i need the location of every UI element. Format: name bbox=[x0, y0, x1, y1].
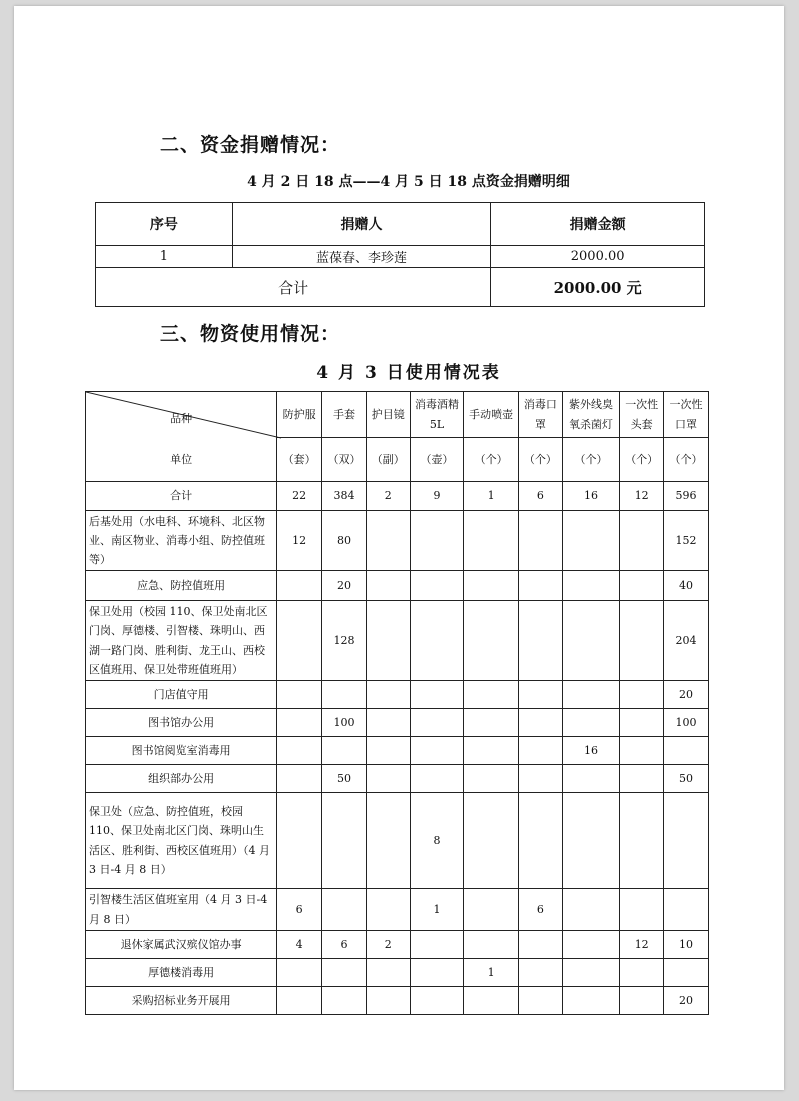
usage-cell bbox=[277, 737, 322, 765]
donation-row bbox=[96, 246, 705, 268]
header-donor: 捐赠人 bbox=[232, 203, 491, 246]
usage-cell bbox=[518, 931, 562, 959]
usage-cell bbox=[464, 987, 519, 1015]
usage-cell: 20 bbox=[322, 571, 367, 601]
donation-header-row bbox=[96, 203, 705, 246]
usage-row-label: 引智楼生活区值班室用（4 月 3 日-4 月 8 日） bbox=[86, 889, 277, 931]
usage-cell bbox=[410, 737, 464, 765]
usage-cell: 596 bbox=[664, 482, 709, 511]
usage-cell bbox=[464, 793, 519, 889]
usage-cell: 10 bbox=[664, 931, 709, 959]
item-header: 消毒酒精5L bbox=[410, 392, 464, 438]
usage-cell bbox=[410, 601, 464, 681]
usage-cell: 22 bbox=[277, 482, 322, 511]
item-header: 防护服 bbox=[277, 392, 322, 438]
usage-cell bbox=[277, 987, 322, 1015]
usage-cell bbox=[664, 889, 709, 931]
usage-cell bbox=[562, 765, 620, 793]
usage-cell bbox=[562, 793, 620, 889]
usage-cell bbox=[322, 737, 367, 765]
usage-row-label: 组织部办公用 bbox=[86, 765, 277, 793]
usage-cell bbox=[562, 681, 620, 709]
usage-cell: 6 bbox=[518, 482, 562, 511]
usage-cell bbox=[518, 571, 562, 601]
usage-cell bbox=[620, 571, 664, 601]
usage-cell: 16 bbox=[562, 482, 620, 511]
usage-cell bbox=[518, 511, 562, 571]
usage-cell bbox=[410, 571, 464, 601]
usage-data-row bbox=[86, 793, 709, 889]
usage-row-label: 图书馆阅览室消毒用 bbox=[86, 737, 277, 765]
usage-cell bbox=[277, 571, 322, 601]
usage-cell bbox=[620, 681, 664, 709]
usage-cell bbox=[366, 765, 410, 793]
usage-cell: 50 bbox=[322, 765, 367, 793]
usage-data-row bbox=[86, 987, 709, 1015]
unit-header: （壶） bbox=[410, 438, 464, 482]
usage-cell: 2 bbox=[366, 931, 410, 959]
usage-cell bbox=[562, 987, 620, 1015]
usage-cell bbox=[322, 987, 367, 1015]
usage-cell bbox=[366, 511, 410, 571]
usage-cell: 40 bbox=[664, 571, 709, 601]
usage-cell: 204 bbox=[664, 601, 709, 681]
usage-corner-cell bbox=[86, 392, 277, 482]
usage-cell bbox=[464, 737, 519, 765]
usage-data-row bbox=[86, 737, 709, 765]
usage-cell bbox=[518, 793, 562, 889]
usage-cell bbox=[410, 511, 464, 571]
usage-cell: 16 bbox=[562, 737, 620, 765]
usage-cell bbox=[410, 765, 464, 793]
unit-header: （双） bbox=[322, 438, 367, 482]
corner-label-item: 品种 bbox=[170, 412, 193, 425]
usage-cell bbox=[518, 959, 562, 987]
usage-cell bbox=[366, 793, 410, 889]
donation-total-label: 合计 bbox=[96, 268, 491, 307]
header-no: 序号 bbox=[96, 203, 233, 246]
usage-row-label: 门店值守用 bbox=[86, 681, 277, 709]
usage-cell bbox=[464, 681, 519, 709]
usage-cell: 6 bbox=[277, 889, 322, 931]
header-amount: 捐赠金额 bbox=[491, 203, 705, 246]
usage-cell bbox=[410, 987, 464, 1015]
usage-cell bbox=[620, 959, 664, 987]
donation-table bbox=[95, 202, 705, 307]
usage-cell bbox=[277, 793, 322, 889]
usage-cell bbox=[620, 793, 664, 889]
usage-cell: 80 bbox=[322, 511, 367, 571]
usage-cell bbox=[464, 601, 519, 681]
usage-cell bbox=[464, 571, 519, 601]
usage-cell bbox=[562, 931, 620, 959]
unit-header: （套） bbox=[277, 438, 322, 482]
item-header: 消毒口罩 bbox=[518, 392, 562, 438]
usage-cell bbox=[366, 737, 410, 765]
usage-cell: 1 bbox=[464, 959, 519, 987]
usage-cell bbox=[366, 709, 410, 737]
usage-cell bbox=[322, 889, 367, 931]
usage-cell bbox=[366, 571, 410, 601]
usage-data-row bbox=[86, 571, 709, 601]
donation-no: 1 bbox=[96, 246, 233, 268]
usage-cell bbox=[620, 709, 664, 737]
item-header: 一次性口罩 bbox=[664, 392, 709, 438]
usage-cell: 4 bbox=[277, 931, 322, 959]
document-page bbox=[14, 6, 784, 1090]
usage-cell: 152 bbox=[664, 511, 709, 571]
usage-cell bbox=[277, 709, 322, 737]
usage-cell: 128 bbox=[322, 601, 367, 681]
usage-cell: 2 bbox=[366, 482, 410, 511]
unit-header: （个） bbox=[620, 438, 664, 482]
item-header: 手动喷壶 bbox=[464, 392, 519, 438]
usage-table bbox=[85, 391, 709, 1015]
usage-cell bbox=[277, 681, 322, 709]
item-header: 手套 bbox=[322, 392, 367, 438]
usage-cell: 50 bbox=[664, 765, 709, 793]
usage-data-row bbox=[86, 511, 709, 571]
usage-item-row bbox=[86, 392, 709, 438]
usage-cell bbox=[410, 709, 464, 737]
usage-row-label: 保卫处（应急、防控值班，校园 110、保卫处南北区门岗、珠明山生活区、胜利街、西校区值班用）（4 月 3 日-4 月 8 日） bbox=[86, 793, 277, 889]
usage-data-row bbox=[86, 709, 709, 737]
usage-cell bbox=[410, 681, 464, 709]
usage-cell bbox=[620, 987, 664, 1015]
donation-amount: 2000.00 bbox=[491, 246, 705, 268]
usage-cell bbox=[664, 737, 709, 765]
usage-data-row bbox=[86, 482, 709, 511]
usage-cell bbox=[562, 571, 620, 601]
usage-cell: 100 bbox=[664, 709, 709, 737]
usage-cell: 20 bbox=[664, 987, 709, 1015]
usage-cell bbox=[277, 601, 322, 681]
unit-header: （副） bbox=[366, 438, 410, 482]
item-header: 紫外线臭氧杀菌灯 bbox=[562, 392, 620, 438]
usage-data-row bbox=[86, 681, 709, 709]
unit-header: （个） bbox=[562, 438, 620, 482]
usage-cell: 6 bbox=[322, 931, 367, 959]
usage-cell bbox=[322, 793, 367, 889]
usage-cell bbox=[410, 959, 464, 987]
usage-cell bbox=[366, 889, 410, 931]
usage-cell: 12 bbox=[277, 511, 322, 571]
usage-cell: 12 bbox=[620, 931, 664, 959]
usage-row-label: 采购招标业务开展用 bbox=[86, 987, 277, 1015]
usage-cell bbox=[518, 765, 562, 793]
donation-total-row bbox=[96, 268, 705, 307]
usage-cell: 1 bbox=[464, 482, 519, 511]
usage-cell bbox=[620, 511, 664, 571]
usage-cell bbox=[464, 889, 519, 931]
usage-cell bbox=[518, 601, 562, 681]
usage-cell bbox=[664, 959, 709, 987]
usage-cell bbox=[322, 681, 367, 709]
usage-cell bbox=[366, 601, 410, 681]
usage-cell bbox=[620, 601, 664, 681]
section-title-funds: 二、资金捐赠情况： bbox=[160, 134, 341, 156]
unit-header: （个） bbox=[464, 438, 519, 482]
usage-cell: 6 bbox=[518, 889, 562, 931]
usage-row-label: 退休家属武汉殡仪馆办事 bbox=[86, 931, 277, 959]
donation-table-caption: 4 月 2 日 18 点——4 月 5 日 18 点资金捐赠明细 bbox=[247, 174, 570, 190]
usage-cell bbox=[277, 765, 322, 793]
usage-cell bbox=[620, 737, 664, 765]
usage-cell bbox=[518, 709, 562, 737]
usage-cell bbox=[277, 959, 322, 987]
usage-cell bbox=[518, 987, 562, 1015]
usage-table-caption: 4 月 3 日使用情况表 bbox=[316, 363, 501, 383]
usage-cell bbox=[366, 987, 410, 1015]
usage-data-row bbox=[86, 959, 709, 987]
usage-cell bbox=[562, 959, 620, 987]
usage-row-label: 图书馆办公用 bbox=[86, 709, 277, 737]
usage-cell bbox=[562, 889, 620, 931]
usage-cell: 9 bbox=[410, 482, 464, 511]
usage-row-label: 保卫处用（校园 110、保卫处南北区门岗、厚德楼、引智楼、珠明山、西湖一路门岗、胜利街、龙王山、西校区值班用、保卫处带班值班用） bbox=[86, 601, 277, 681]
donation-donor: 蓝葆春、李珍莲 bbox=[232, 246, 491, 268]
usage-row-label: 厚德楼消毒用 bbox=[86, 959, 277, 987]
usage-cell bbox=[366, 681, 410, 709]
usage-cell bbox=[366, 959, 410, 987]
usage-cell bbox=[620, 765, 664, 793]
usage-cell bbox=[562, 511, 620, 571]
usage-cell bbox=[562, 601, 620, 681]
usage-cell: 12 bbox=[620, 482, 664, 511]
usage-cell: 384 bbox=[322, 482, 367, 511]
donation-total-amount: 2000.00 元 bbox=[491, 268, 705, 307]
usage-cell bbox=[464, 511, 519, 571]
usage-cell bbox=[620, 889, 664, 931]
usage-cell bbox=[464, 931, 519, 959]
usage-cell bbox=[322, 959, 367, 987]
section-title-supplies: 三、物资使用情况： bbox=[160, 323, 341, 345]
usage-data-row bbox=[86, 889, 709, 931]
usage-row-label: 后基处用（水电科、环境科、北区物业、南区物业、消毒小组、防控值班等） bbox=[86, 511, 277, 571]
usage-cell bbox=[410, 931, 464, 959]
usage-cell: 1 bbox=[410, 889, 464, 931]
unit-header: （个） bbox=[664, 438, 709, 482]
item-header: 护目镜 bbox=[366, 392, 410, 438]
usage-cell bbox=[518, 737, 562, 765]
usage-row-label: 应急、防控值班用 bbox=[86, 571, 277, 601]
item-header: 一次性头套 bbox=[620, 392, 664, 438]
usage-cell bbox=[464, 709, 519, 737]
usage-data-row bbox=[86, 601, 709, 681]
unit-header: （个） bbox=[518, 438, 562, 482]
usage-data-row bbox=[86, 931, 709, 959]
usage-cell: 100 bbox=[322, 709, 367, 737]
usage-cell: 8 bbox=[410, 793, 464, 889]
usage-data-row bbox=[86, 765, 709, 793]
usage-cell bbox=[464, 765, 519, 793]
usage-cell: 20 bbox=[664, 681, 709, 709]
corner-label-unit: 单位 bbox=[170, 453, 193, 466]
usage-row-label: 合计 bbox=[86, 482, 277, 511]
usage-cell bbox=[562, 709, 620, 737]
usage-cell bbox=[518, 681, 562, 709]
usage-cell bbox=[664, 793, 709, 889]
